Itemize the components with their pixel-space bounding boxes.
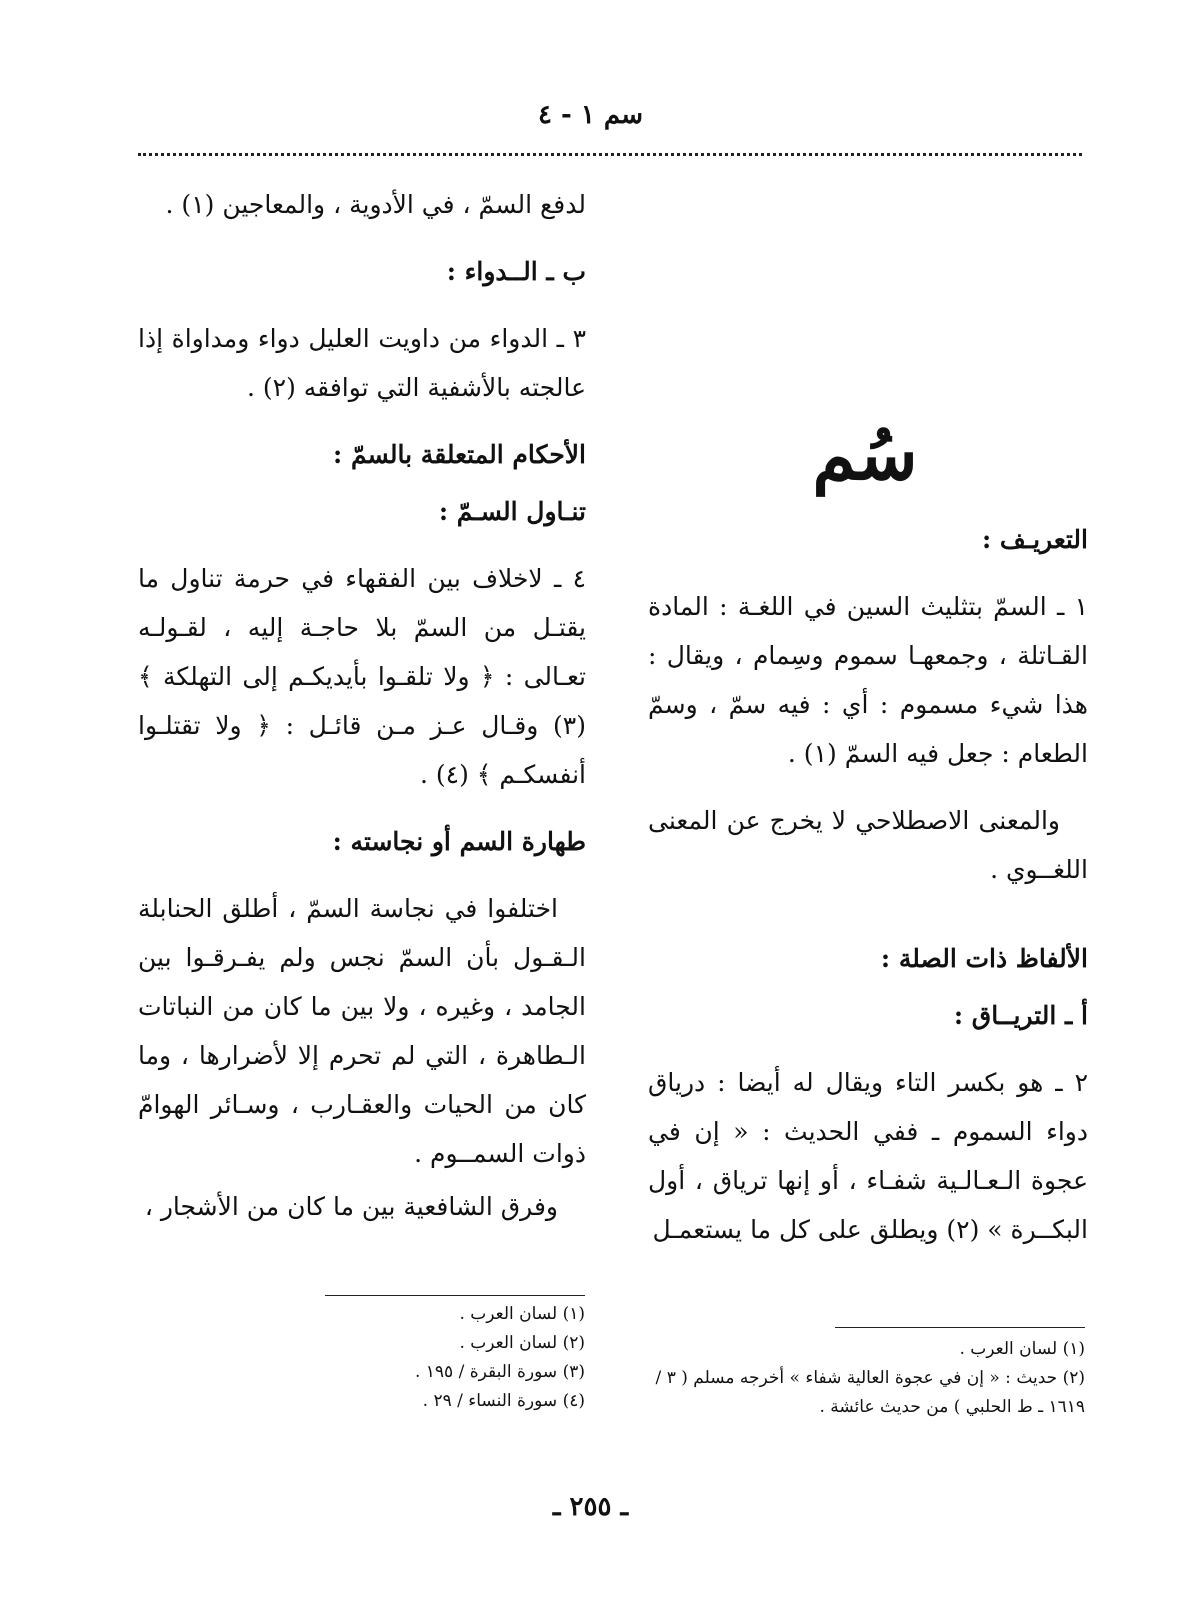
footnote: (٢) حديث : « إن في عجوة العالية شفاء » أخرجه مسلم ( ٣ / ١٦١٩ ـ ط الحلبي ) من حديث عائشة . <box>655 1368 1085 1417</box>
paragraph: لدفع السمّ ، في الأدوية ، والمعاجين (١) . <box>165 190 586 219</box>
left-column <box>138 180 586 1249</box>
footnote: (٤) سورة النساء / ٢٩ . <box>422 1391 585 1411</box>
right-column <box>648 515 1088 1272</box>
footnote-rule-right <box>835 1327 1085 1328</box>
section-heading: أ ـ التريــاق : <box>953 1001 1088 1030</box>
section-heading: التعريـف : <box>981 525 1088 554</box>
paragraph: ٢ ـ هو بكسر التاء ويقال له أيضا : درياق دواء السموم ـ ففي الحديث : « إن في عجوة الـعـالـية شفـاء ، أو إنها ترياق ، أول البكــرة » (٢) ويطلق على كل ما يستعمـل <box>648 1068 1088 1244</box>
paragraph: وفرق الشافعية بين ما كان من الأشجار ، <box>144 1192 558 1221</box>
header-dotted-rule <box>138 153 1082 156</box>
paragraph: ٣ ـ الدواء من داويت العليل دواء ومداواة إذا عالجته بالأشفية التي توافقه (٢) . <box>138 324 586 402</box>
paragraph: ١ ـ السمّ بتثليث السين في اللغـة : المادة القـاتلة ، وجمعهـا سموم وسِمام ، ويقال : هذا شيء مسموم : أي : فيه سمّ ، وسمّ الطعام : جعل فيه السمّ (١) . <box>648 592 1088 768</box>
footnotes-right <box>655 1335 1085 1422</box>
section-heading: الألفاظ ذات الصلة : <box>880 944 1088 973</box>
running-head: سم ١ - ٤ <box>538 100 643 130</box>
page-number: ـ ٢٥٥ ـ <box>552 1492 629 1522</box>
section-heading: طهارة السم أو نجاسته : <box>332 827 586 856</box>
paragraph: والمعنى الاصطلاحي لا يخرج عن المعنى اللغــوي . <box>648 806 1088 884</box>
footnote: (١) لسان العرب . <box>459 1304 585 1324</box>
footnote: (١) لسان العرب . <box>959 1339 1085 1359</box>
paragraph: ٤ ـ لاخلاف بين الفقهاء في حرمة تناول ما يقتـل من السمّ بلا حاجـة إليه ، لقـولـه تعـالى : ﴿ ولا تلقـوا بأيديكـم إلى التهلكة ﴾ (٣) وقـال عـز مـن قائـل : ﴿ ولا تقتلـوا أنفسكـم ﴾ (٤) . <box>138 564 586 789</box>
footnote: (٣) سورة البقرة / ١٩٥ . <box>414 1362 585 1382</box>
entry-title: سُم <box>812 413 918 496</box>
paragraph: اختلفوا في نجاسة السمّ ، أطلق الحنابلة الـقـول بأن السمّ نجس ولم يفـرقـوا بين الجامد ، وغيره ، ولا بين ما كان من النباتات الـطاهرة ، التي لم تحرم إلا لأضرارها ، وما كان من الحيات والعقـارب ، وسـائر الهوامّ ذوات السمــوم . <box>138 894 586 1168</box>
footnotes-left <box>300 1300 585 1416</box>
section-heading: ب ـ الــدواء : <box>446 257 586 286</box>
footnote: (٢) لسان العرب . <box>459 1333 585 1353</box>
section-heading: تنـاول السـمّ : <box>438 497 586 526</box>
section-heading: الأحكام المتعلقة بالسمّ : <box>333 440 586 469</box>
footnote-rule-left <box>325 1295 585 1296</box>
